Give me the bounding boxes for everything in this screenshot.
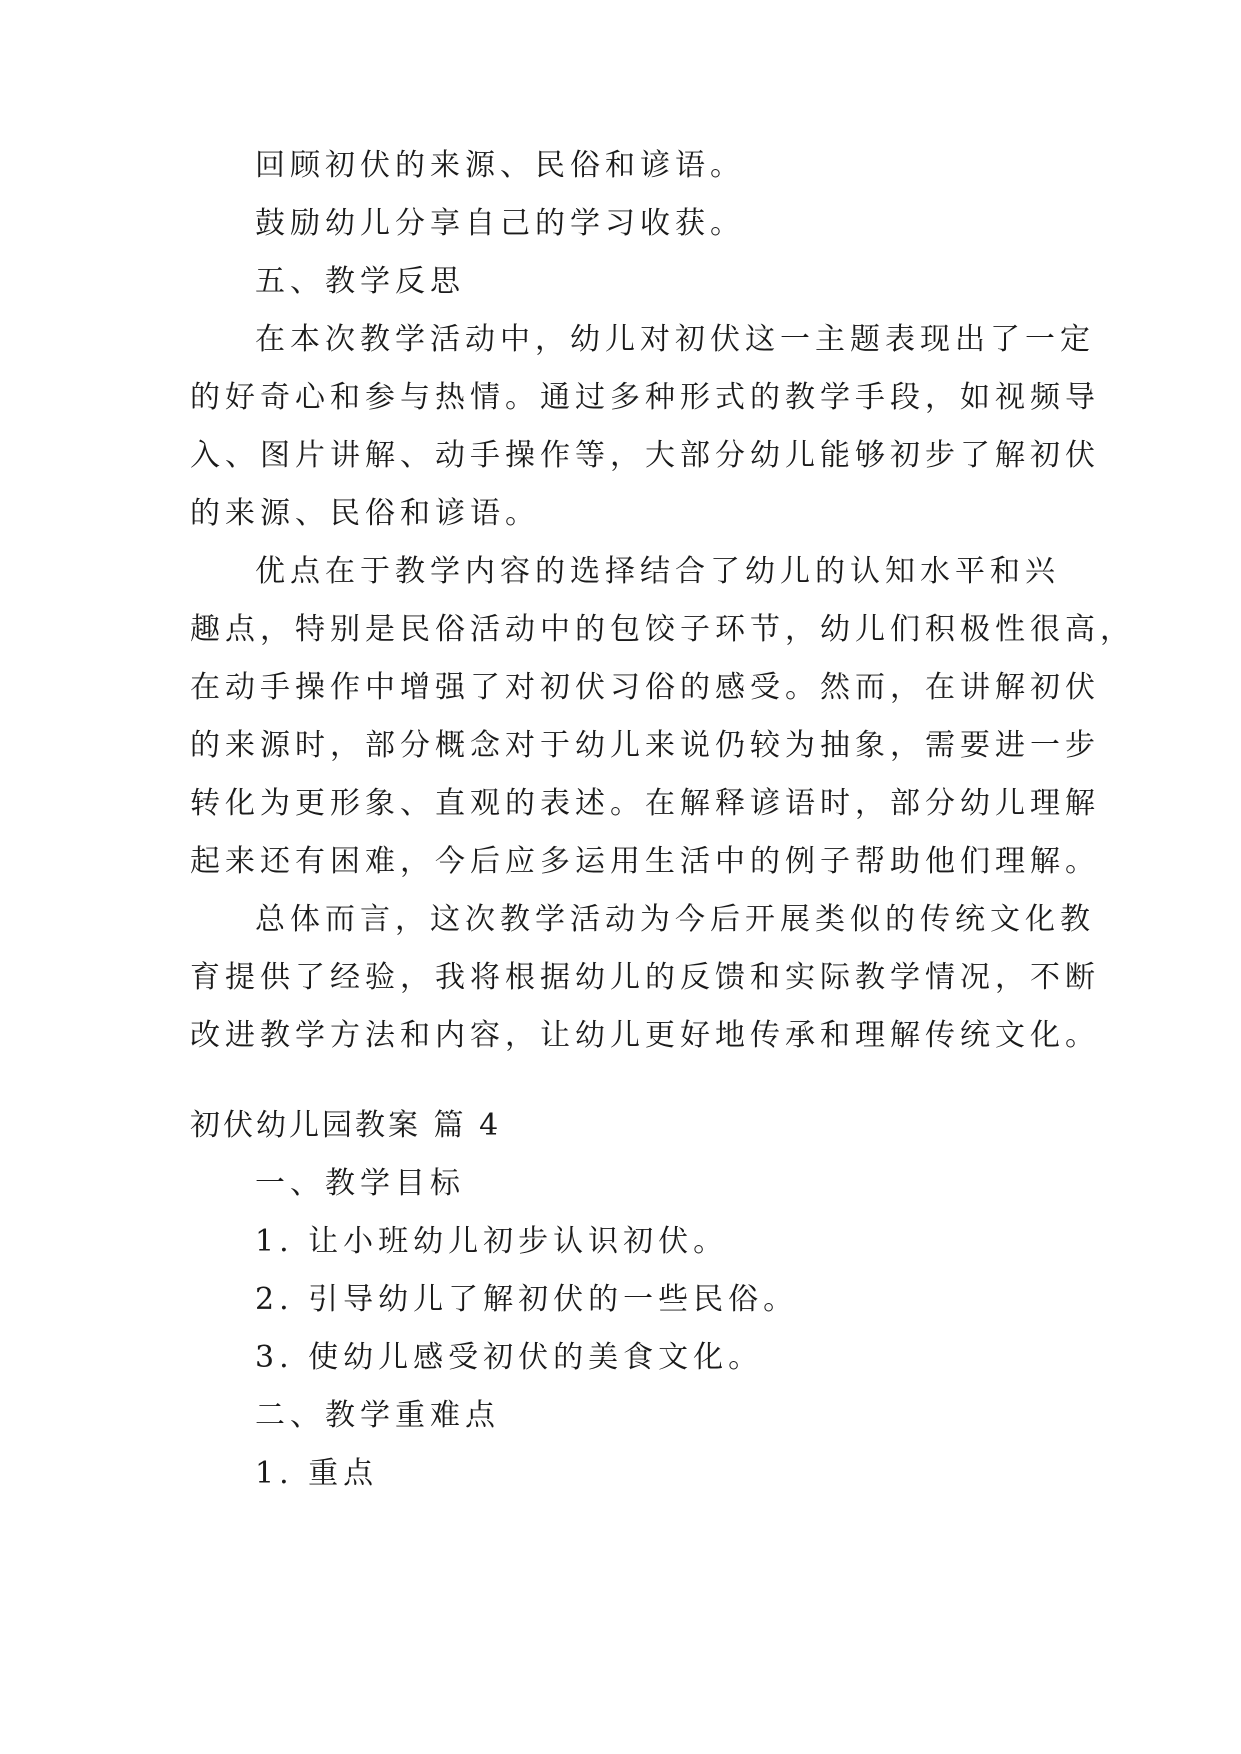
paragraph-line: 的来源、民俗和谚语。 [190,496,540,531]
paragraph-line: 在动手操作中增强了对初伏习俗的感受。然而，在讲解初伏 [190,670,1100,705]
paragraph-line: 的来源时，部分概念对于幼儿来说仍较为抽象，需要进一步 [190,728,1100,763]
list-item: 1. 让小班幼儿初步认识初伏。 [255,1224,729,1259]
paragraph-line: 改进教学方法和内容，让幼儿更好地传承和理解传统文化。 [190,1018,1100,1053]
paragraph-line: 鼓励幼儿分享自己的学习收获。 [255,206,745,241]
paragraph-line: 育提供了经验，我将根据幼儿的反馈和实际教学情况，不断 [190,960,1100,995]
paragraph-line: 回顾初伏的来源、民俗和谚语。 [255,148,745,183]
paragraph-line: 起来还有困难，今后应多运用生活中的例子帮助他们理解。 [190,844,1100,879]
paragraph-line: 转化为更形象、直观的表述。在解释谚语时，部分幼儿理解 [190,786,1100,821]
section-heading: 一、教学目标 [255,1166,465,1201]
list-item: 3. 使幼儿感受初伏的美食文化。 [255,1340,764,1375]
paragraph-line: 趣点，特别是民俗活动中的包饺子环节，幼儿们积极性很高， [190,612,1135,647]
paragraph-line: 总体而言，这次教学活动为今后开展类似的传统文化教 [255,902,1095,937]
list-item: 1. 重点 [255,1456,379,1491]
section-heading: 五、教学反思 [255,264,465,299]
paragraph-line: 入、图片讲解、动手操作等，大部分幼儿能够初步了解初伏 [190,438,1100,473]
list-item: 2. 引导幼儿了解初伏的一些民俗。 [255,1282,799,1317]
paragraph-line: 优点在于教学内容的选择结合了幼儿的认知水平和兴 [255,554,1060,589]
paragraph-line: 在本次教学活动中，幼儿对初伏这一主题表现出了一定 [255,322,1095,357]
section-heading: 二、教学重难点 [255,1398,500,1433]
paragraph-line: 的好奇心和参与热情。通过多种形式的教学手段，如视频导 [190,380,1100,415]
article-title: 初伏幼儿园教案 篇 4 [190,1108,502,1143]
